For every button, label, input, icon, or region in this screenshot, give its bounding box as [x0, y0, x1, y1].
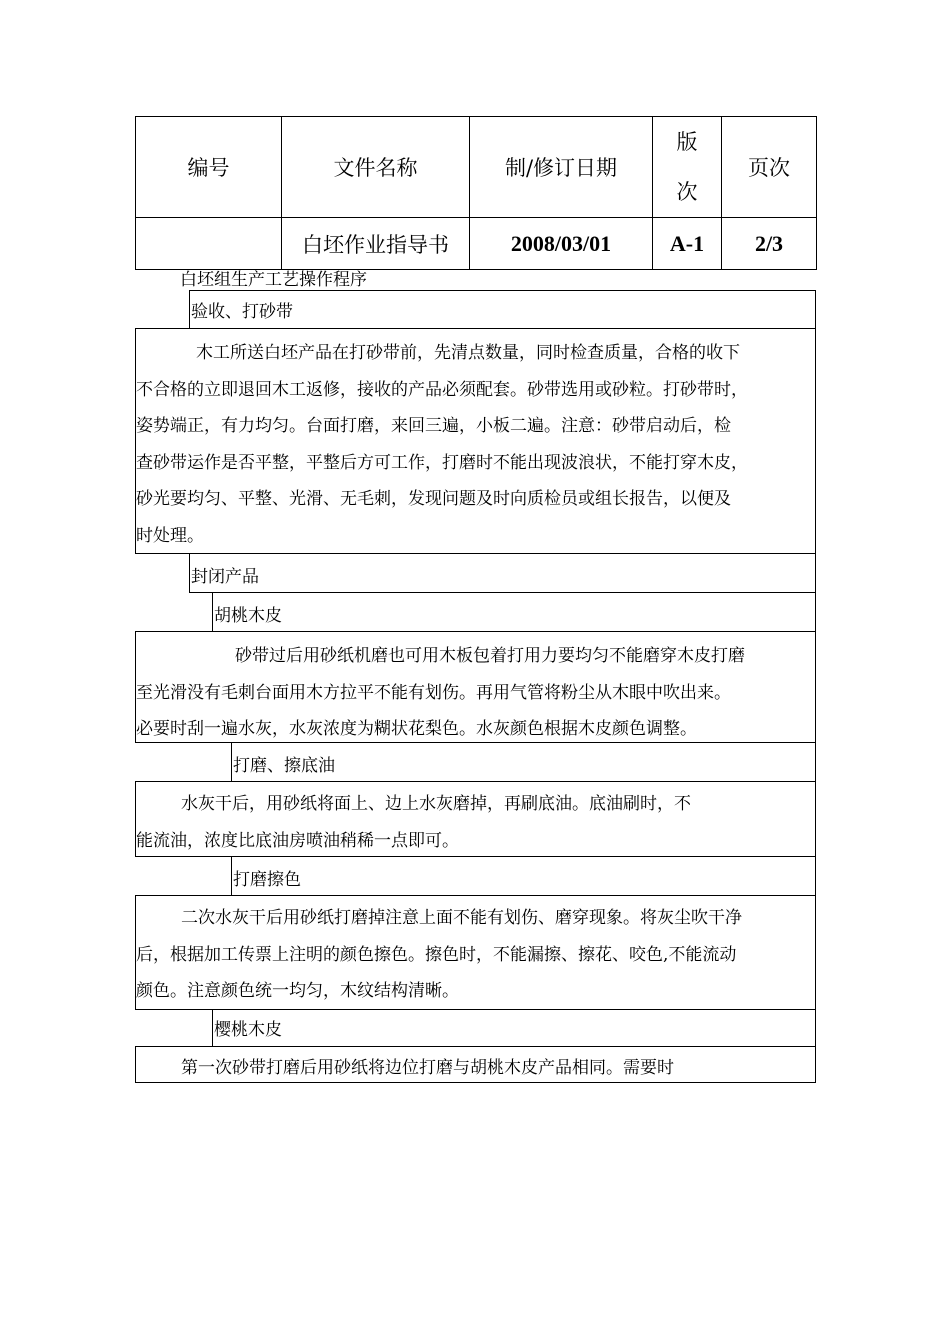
walnut-line: 至光滑没有毛刺台面用木方拉平不能有划伤。再用气管将粉尘从木眼中吹出来。	[136, 682, 731, 703]
sanding-heading: 验收、打砂带	[191, 302, 293, 322]
doc-date: 2008/03/01	[470, 218, 653, 270]
sanding-paragraph	[136, 335, 816, 554]
rule	[231, 742, 232, 781]
rule	[135, 856, 816, 857]
header-col-file-name: 文件名称	[282, 117, 470, 218]
primer-paragraph	[136, 786, 816, 859]
walnut-line: 必要时刮一遍水灰，水灰浓度为糊状花梨色。水灰颜色根据木皮颜色调整。	[136, 719, 697, 739]
rule	[135, 1046, 816, 1047]
sanding-line: 不合格的立即退回木工返修，接收的产品必须配套。砂带选用或砂粒。打砂带时，	[136, 379, 748, 400]
doc-page: 2/3	[722, 218, 817, 270]
sanding-line: 时处理。	[136, 525, 204, 546]
rule	[135, 742, 816, 743]
rule	[815, 856, 816, 895]
doc-version: A-1	[653, 218, 722, 270]
sanding-line: 查砂带运作是否平整，平整后方可工作，打磨时不能出现波浪状，不能打穿木皮，	[136, 452, 748, 473]
doc-file-name: 白坯作业指导书	[282, 218, 470, 270]
color-heading: 打磨擦色	[233, 870, 301, 890]
rule	[135, 895, 816, 896]
rule	[135, 1009, 816, 1010]
walnut-paragraph	[136, 638, 816, 748]
rule	[815, 290, 816, 328]
rule	[135, 631, 816, 632]
rule	[189, 290, 816, 291]
walnut-line: 砂带过后用砂纸机磨也可用木板包着打用力要均匀不能磨穿木皮打磨	[235, 646, 745, 666]
rule	[815, 742, 816, 781]
primer-heading: 打磨、擦底油	[233, 756, 335, 776]
rule	[135, 328, 816, 329]
header-col-version-line2: 次	[676, 180, 698, 204]
primer-line: 水灰干后，用砂纸将面上、边上水灰磨掉，再刷底油。底油刷时，不	[181, 794, 691, 814]
header-col-number: 编号	[136, 117, 282, 218]
rule	[189, 290, 190, 328]
rule	[231, 856, 232, 895]
rule	[815, 1009, 816, 1046]
rule	[212, 1009, 213, 1046]
rule	[135, 781, 816, 782]
primer-line: 能流油，浓度比底油房喷油稍稀一点即可。	[136, 830, 459, 851]
rule	[135, 553, 816, 554]
sanding-line: 砂光要均匀、平整、光滑、无毛刺，发现问题及时向质检员或组长报告，以便及	[136, 489, 731, 509]
sanding-line: 姿势端正，有力均匀。台面打磨，来回三遍，小板二遍。注意：砂带启动后，检	[136, 416, 731, 436]
cherry-line: 第一次砂带打磨后用砂纸将边位打磨与胡桃木皮产品相同。需要时	[181, 1058, 674, 1078]
rule	[212, 592, 213, 631]
sealing-heading: 封闭产品	[191, 567, 259, 587]
rule	[189, 592, 816, 593]
cherry-heading: 樱桃木皮	[214, 1020, 282, 1040]
header-col-version	[653, 117, 722, 218]
rule	[815, 553, 816, 592]
cherry-paragraph	[136, 1050, 816, 1087]
header-table	[135, 116, 817, 270]
rule	[189, 553, 190, 592]
color-line: 二次水灰干后用砂纸打磨掉注意上面不能有划伤、磨穿现象。将灰尘吹干净	[181, 908, 742, 928]
color-paragraph	[136, 900, 816, 1010]
header-col-date: 制/修订日期	[470, 117, 653, 218]
header-col-page: 页次	[722, 117, 817, 218]
procedure-title: 白坯组生产工艺操作程序	[180, 270, 367, 290]
walnut-heading: 胡桃木皮	[214, 606, 282, 626]
sanding-line: 木工所送白坯产品在打砂带前，先清点数量，同时检查质量，合格的收下	[196, 343, 740, 363]
color-line: 颜色。注意颜色统一均匀，木纹结构清晰。	[136, 981, 459, 1001]
rule	[815, 592, 816, 631]
header-col-version-line1: 版	[676, 130, 698, 154]
color-line: 后，根据加工传票上注明的颜色擦色。擦色时，不能漏擦、擦花、咬色,不能流动	[136, 944, 737, 965]
